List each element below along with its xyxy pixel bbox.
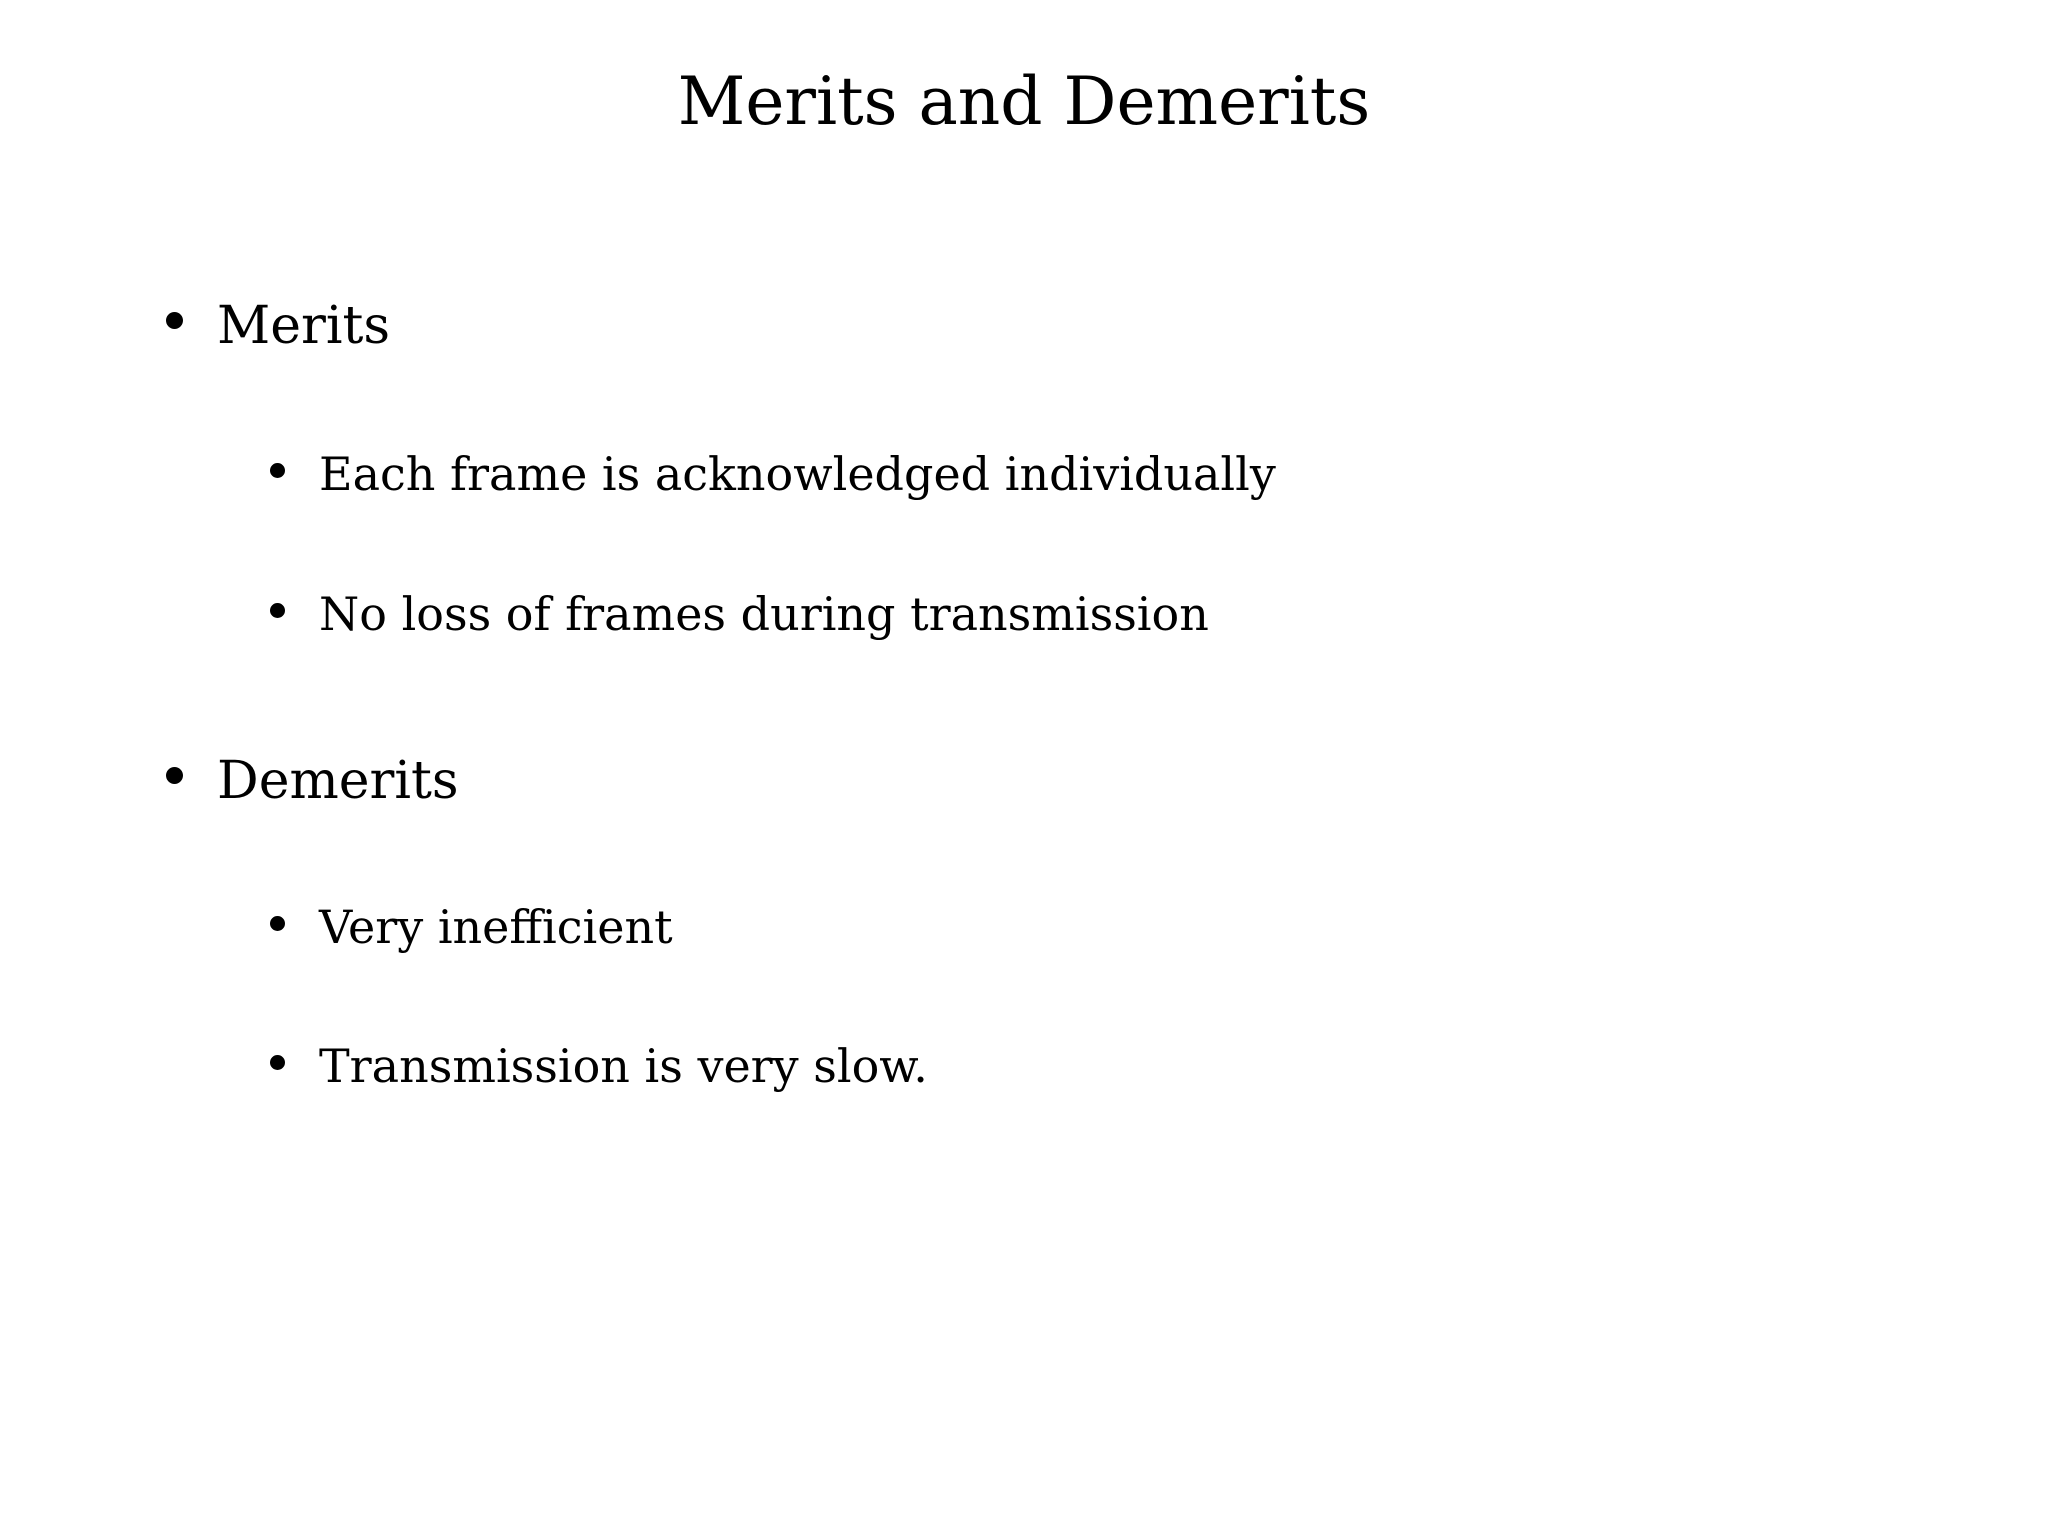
- merit-item-text: Each frame is acknowledged individually: [319, 447, 1276, 501]
- merits-heading-row: [166, 291, 390, 361]
- bullet-icon: [270, 463, 285, 478]
- bullet-icon: [270, 603, 285, 618]
- merit-item-2: [270, 583, 1209, 645]
- demerits-heading: Demerits: [217, 751, 459, 811]
- bullet-icon: [270, 1055, 285, 1070]
- bullet-icon: [166, 312, 183, 329]
- bullet-icon: [270, 916, 285, 931]
- slide-title: Merits and Demerits: [677, 63, 1371, 140]
- demerit-item-1: [270, 896, 673, 958]
- merit-item-1: [270, 443, 1276, 505]
- demerit-item-2: [270, 1035, 928, 1097]
- demerit-item-text: Transmission is very slow.: [319, 1039, 928, 1093]
- merit-item-text: No loss of frames during transmission: [319, 587, 1209, 641]
- merits-heading: Merits: [217, 296, 391, 356]
- demerits-heading-row: [166, 746, 459, 816]
- demerit-item-text: Very inefficient: [319, 900, 673, 954]
- bullet-icon: [166, 767, 183, 784]
